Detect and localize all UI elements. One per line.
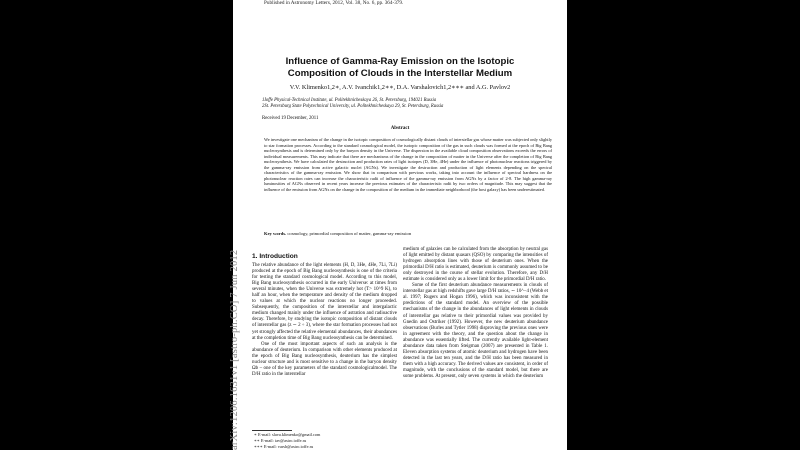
keywords — [264, 231, 552, 236]
paragraph: medium of galaxies can be calculated from the absorption by neutral gas of light emitted by distant quasars (QSO) by comparing the intensities of hydrogen absorption lines with those of deuterium ones. When the primordial D/H ratio is estimated, deuterium is commonly assumed to be only destroyed in the course of stellar evolution. Therefore, any D/H estimate is considered only as a lower limit for the primordial D/H ratio. — [403, 247, 548, 283]
title-line-2: Composition of Clouds in the Interstellar Medium — [287, 68, 513, 79]
publication-info: Published in Astronomy Letters, 2012, Vol. 38, No. 6, pp. 364-379. — [264, 0, 404, 6]
section-heading: 1. Introduction — [252, 253, 298, 260]
footnote: ∗∗∗ E-mail: varsh@astro.ioffe.ru — [254, 444, 314, 449]
received-date: Received 19 December, 2011 — [262, 116, 319, 121]
column-right — [403, 247, 548, 380]
arxiv-identifier: arXiv:1206.1631v1 [astro-ph.CO] 7 Jun 2012 — [229, 249, 240, 450]
footnote: ∗ E-mail: slava.klimenko@gmail.com — [254, 432, 321, 437]
abstract-text: We investigate one mechanism of the change in the isotopic composition of cosmologically distant clouds of interstellar gas whose matter was subjected only slightly to star formation processes. According to the standard cosmological model, the isotopic composition of the gas in such clouds was formed at the epoch of Big Bang nucleosynthesis and is determined only by the baryon density in the Universe. The dispersion in the available cloud composition observations exceeds the errors of individual measurements. This may indicate that there are mechanisms of the change in the composition of matter in the Universe after the completion of Big Bang nucleosynthesis. We have calculated the destruction and production rates of light isotopes (D, 3He, 4He) under the influence of photonuclear reactions triggered by the gamma-ray emission from active galactic nuclei (AGNs). We investigate the destruction and production of light elements depending on the spectral characteristics of the gamma-ray emission. We show that in comparison with previous works, taking into account the influence of spectral hardness on the photonuclear reaction rates can increase the characteristic radii of influence of the gamma-ray emission from AGNs by a factor of 2-8. The high gamma-ray luminosities of AGNs observed in recent years increase the previous estimates of the characteristic radii by two orders of magnitude. This may suggest that the influence of the emission from AGNs on the change in the composition of the medium in the immediate neighborhood (the host galaxy) has been underestimated. — [264, 137, 552, 192]
paragraph: Some of the first deuterium abundance measurements in clouds of interstellar gas at high redshifts gave large D/H ratios, ∼ 10^−4 (Webb et al. 1997; Rugers and Hogan 1996), which was inconsistent with the predictions of the standard model. An overview of the possible mechanisms of the change in the abundances of light elements in clouds of interstellar gas relative to their primordial values was provided by Gnedin and Ostriker (1992). However, the new deuterium abundance observations (Burles and Tytler 1998) disproving the previous ones were in agreement with the theory, and the question about the change in abundance was essentially lifted. The currently available light-element abundance data taken from Steigman (2007) are presented in Table 1. Eleven absorption systems of atomic deuterium and hydrogen have been detected in the last ten years, and the D/H ratio has been measured in them with a high accuracy. The derived values are consistent, in order of magnitude, with the conclusions of the standard model, but there are some problems. At present, only seven systems in which the deuterium — [403, 283, 548, 379]
title-line-1: Influence of Gamma-Ray Emission on the Isotopic — [285, 56, 515, 67]
paragraph: One of the most important aspects of such an analysis is the abundance of deuterium. In comparison with other elements produced at the epoch of Big Bang nucleosynthesis, deuterium has the simplest nuclear structure and is most sensitive to a change in the baryon density Ωb – one of the key parameters of the standard cosmologicalmodel. The D/H ratio in the interstellar — [252, 341, 397, 377]
footnote: ∗∗ E-mail: iav@astro.ioffe.ru — [254, 438, 307, 443]
keywords-text: cosmology, primordial composition of matter, gamma-ray emission — [287, 231, 412, 236]
paper-title — [250, 56, 550, 80]
column-left — [252, 263, 397, 378]
footnote-rule — [252, 430, 292, 431]
abstract-heading: Abstract — [390, 126, 410, 131]
paragraph: The relative abundance of the light elements (H, D, 3He, 4He, 7Li, 7Li) produced at the epoch of Big Bang nucleosynthesis is one of the criteria for testing the standard cosmological model. According to this model, Big Bang nucleosynthesis occurred in the early Universe: at times from several minutes, when the Universe was extremely hot (T> 10^9 K), to half an hour, when the temperature and density of the medium dropped to values at which the nuclear reactions no longer proceeded. Subsequently, the composition of the interstellar and intergalactic medium changed mainly under the influence of astration and radioactive decay. Therefore, by studying the isotopic composition of distant clouds of interstellar gas (z ∼ 2 ÷ 3), where the star formation processes had not yet strongly affected the relative elemental abundances, their abundances at the completion time of Big Bang nucleosynthesis can be determined. — [252, 263, 397, 341]
author-list: V.V. Klimenko1,2∗, A.V. Ivanchik1,2∗∗, D.A. Varshalovich1,2∗∗∗ and A.G. Pavlov2 — [289, 84, 511, 91]
affiliation-2: 2St. Petersburg State Polytechnical University, ul. Politekhnicheskaya 29, St. Petersburg, Russia — [262, 104, 444, 109]
keywords-label: Key words. — [264, 231, 287, 236]
affiliation-1: 1Ioffe Physical-Technical Institute, ul. Politekhnicheskaya 26, St. Petersburg, 194021 Russia — [262, 98, 437, 103]
